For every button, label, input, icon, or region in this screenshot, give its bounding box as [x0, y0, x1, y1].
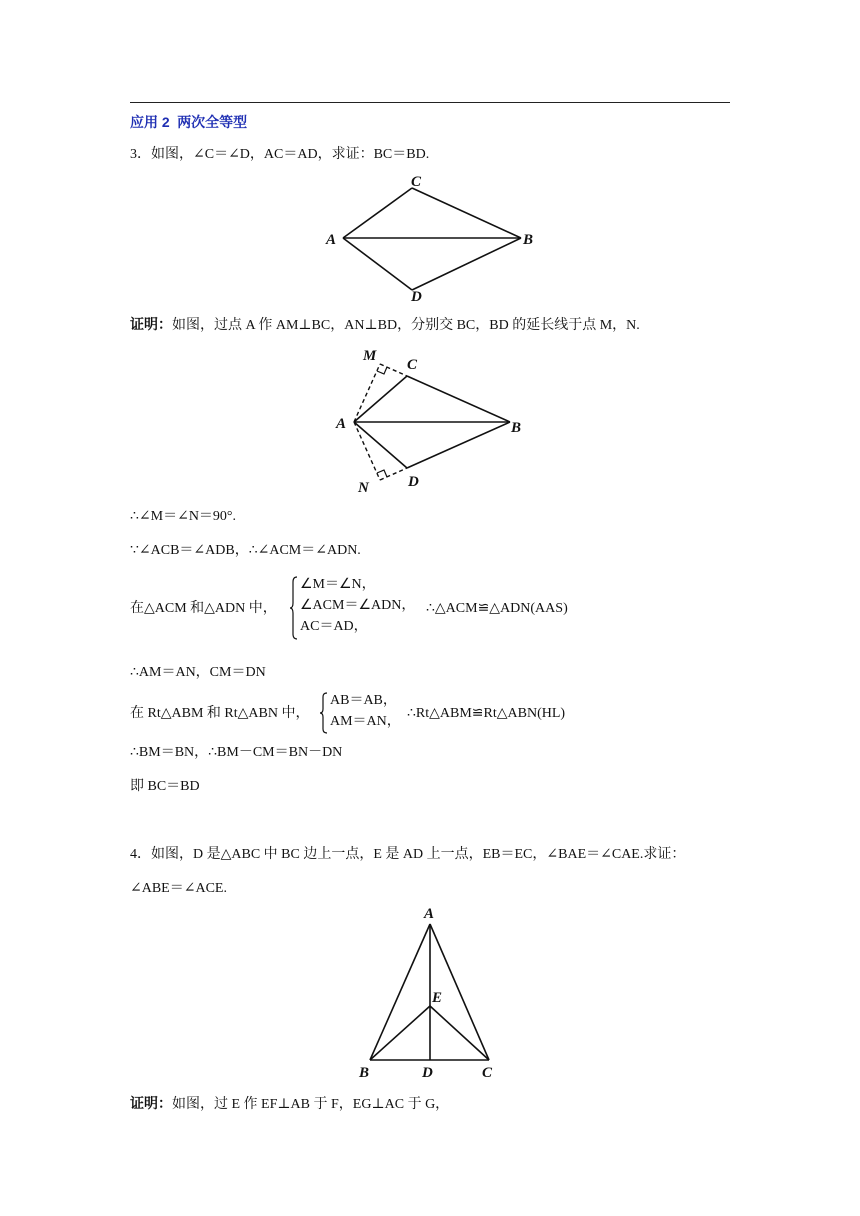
proof-label: 证明：: [130, 1097, 172, 1112]
step2: ∵∠ACB＝∠ADB，∴∠ACM＝∠ADN.: [130, 543, 361, 558]
condition-1: ∠M＝∠N，: [300, 577, 376, 592]
label-b3: B: [359, 1065, 370, 1081]
proof-intro-text: 如图，过点 A 作 AM⊥BC，AN⊥BD，分别交 BC，BD 的延长线于点 M，N.: [172, 318, 640, 333]
problem4-proof-intro: [130, 1096, 449, 1114]
label-e: E: [432, 990, 443, 1006]
section-heading: [130, 113, 247, 133]
header-rule: [130, 102, 730, 103]
label-c3: C: [482, 1065, 493, 1081]
label-b2: B: [511, 420, 522, 436]
label-b: B: [523, 232, 534, 248]
problem3-figure2: [330, 342, 530, 497]
label-d: D: [411, 289, 422, 305]
proof-label: 证明：: [130, 318, 172, 333]
step6: ∴BM＝BN，∴BM－CM＝BN－DN: [130, 745, 343, 760]
problem4-figure: [350, 900, 510, 1085]
label-d2: D: [408, 474, 419, 490]
condition-1: AB＝AB，: [330, 693, 397, 708]
condition-3: AC＝AD，: [300, 619, 368, 634]
section-title: 两次全等型: [177, 114, 248, 130]
step3-conditions: [290, 576, 415, 640]
brace-icon: [290, 576, 298, 640]
problem3-figure1: [320, 170, 540, 305]
section-prefix: 应用 2: [130, 114, 170, 130]
label-a: A: [326, 232, 337, 248]
label-c2: C: [407, 357, 418, 373]
label-n: N: [358, 480, 369, 496]
step4: ∴AM＝AN，CM＝DN: [130, 665, 266, 680]
label-d3: D: [422, 1065, 433, 1081]
label-c: C: [411, 174, 422, 190]
brace-icon: [320, 692, 328, 734]
step5-conclusion: ∴Rt△ABM≌Rt△ABN(HL): [407, 706, 566, 721]
step5-prefix: 在 Rt△ABM 和 Rt△ABN 中，: [130, 706, 310, 721]
step3-conclusion: ∴△ACM≌△ADN(AAS): [426, 601, 568, 616]
label-m: M: [363, 348, 377, 364]
problem4-statement-1: 4．如图，D 是△ABC 中 BC 边上一点，E 是 AD 上一点，EB＝EC，∠BAE＝∠CAE.求证：: [130, 847, 686, 862]
problem4-statement-2: ∠ABE＝∠ACE.: [130, 881, 227, 896]
label-a2: A: [336, 416, 347, 432]
step7: 即 BC＝BD: [130, 779, 200, 794]
step3-prefix: 在△ACM 和△ADN 中，: [130, 601, 277, 616]
label-a3: A: [424, 906, 435, 922]
step5-conditions: [320, 692, 401, 734]
problem3-statement: 3．如图，∠C＝∠D，AC＝AD，求证：BC＝BD.: [130, 147, 430, 162]
condition-2: AM＝AN，: [330, 714, 401, 729]
step1: ∴∠M＝∠N＝90°.: [130, 509, 237, 524]
condition-2: ∠ACM＝∠ADN，: [300, 598, 416, 613]
problem3-proof-intro: [130, 317, 640, 335]
proof-intro-text: 如图，过 E 作 EF⊥AB 于 F，EG⊥AC 于 G，: [172, 1097, 450, 1112]
